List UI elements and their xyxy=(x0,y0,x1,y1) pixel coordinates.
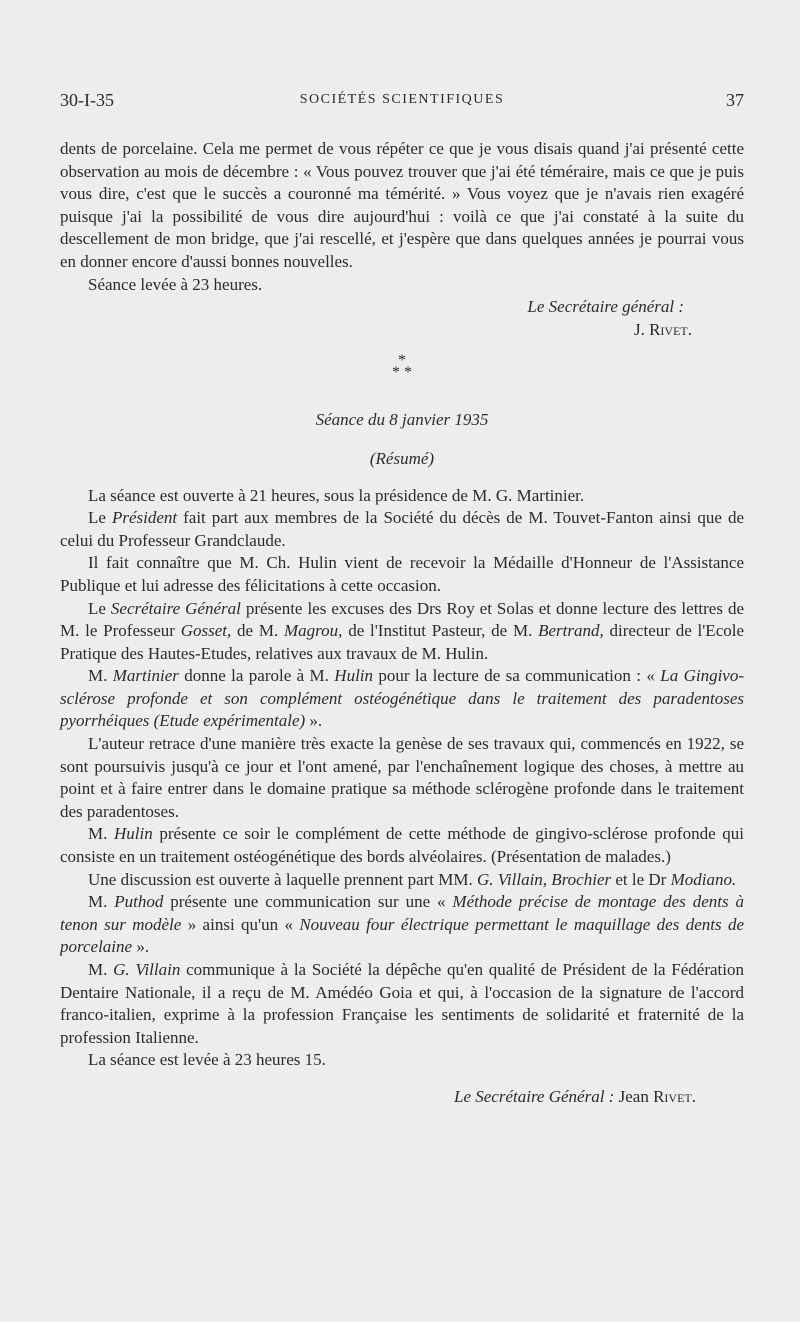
asterisk-bottom: * * xyxy=(392,364,412,382)
italic-run: Modiano. xyxy=(670,869,737,889)
session-subtitle: (Résumé) xyxy=(369,448,435,468)
text-run: de l'Institut Pasteur, de M. xyxy=(342,621,539,641)
paragraph-closing: La séance est levée à 23 heures 15. xyxy=(88,1050,326,1070)
paragraph-medal: Il fait connaître que M. Ch. Hulin vient de recevoir la Médaille d'Honneur de l'Assistance Publique et lui adresse des félicitations à cette occasion. xyxy=(60,553,744,595)
issue-date: 30-I-35 xyxy=(60,90,114,110)
text-run: M. xyxy=(88,824,114,844)
asterisk-top: * xyxy=(398,352,406,370)
paragraph-communication xyxy=(60,665,744,733)
text-run: Une discussion est ouverte à laquelle prennent part MM. xyxy=(88,869,478,889)
text-run: directeur de l'Ecole Pratique des Hautes-Etudes, relatives aux travaux de M. Hulin. xyxy=(60,621,745,663)
section-separator-asterisks xyxy=(60,352,744,382)
italic-run: Méthode précise de montage des dents à tenon sur modèle xyxy=(60,892,744,934)
text-run: ». xyxy=(305,711,323,731)
paragraph-secretary xyxy=(60,598,744,666)
italic-run: Bertrand, xyxy=(538,621,604,641)
text-run: et le Dr xyxy=(611,869,671,889)
text-run: fait part aux membres de la Société du décès de M. Touvet-Fanton ainsi que de celui du Professeur Grandclaude. xyxy=(60,508,744,550)
paragraph-discussion xyxy=(60,869,744,892)
text-run: » ainsi qu'un « xyxy=(181,914,300,934)
text-run: Le xyxy=(88,508,112,528)
running-title: SOCIÉTÉS SCIENTIFIQUES xyxy=(299,92,505,107)
signature-name xyxy=(60,319,744,342)
text-run: ». xyxy=(132,937,150,957)
paragraph-opening: La séance est ouverte à 21 heures, sous la présidence de M. G. Martinier. xyxy=(88,485,585,505)
session-title: Séance du 8 janvier 1935 xyxy=(315,410,489,430)
closing-signature xyxy=(60,1086,744,1109)
italic-run: Secrétaire Général xyxy=(110,598,241,618)
text-run: de M. xyxy=(231,621,285,641)
paragraph-puthod xyxy=(60,891,744,959)
signature-title: Le Secrétaire général : xyxy=(527,297,684,317)
italic-run: Martinier xyxy=(112,666,179,686)
page-number: 37 xyxy=(726,90,744,110)
continuation-paragraph: dents de porcelaine. Cela me permet de vous répéter ce que je vous disais quand j'ai présenté cette observation au mois de décembre : « Vous pouvez trouver que j'ai été téméraire, mais ce que je puis vous dire, c'est que le succès a couronné ma témérité. » Vous voyez que je n'avais rien exagéré puisque j'ai la possibilité de vous dire aujourd'hui : voilà ce que j'ai constaté à la suite du descellement de mon bridge, que j'ai rescellé, et j'espère que dans quelques années je pourrai vous en donner encore d'aussi bonnes nouvelles. xyxy=(60,139,744,271)
italic-run: G. Villain xyxy=(113,960,181,979)
text-run: présente une communication sur une « xyxy=(163,892,453,912)
italic-run: Hulin xyxy=(114,824,153,844)
text-run: donne la parole à M. xyxy=(178,666,335,686)
paragraph-president xyxy=(60,507,744,552)
text-run: Le xyxy=(88,598,111,618)
signature-surname: Rivet. xyxy=(649,319,692,339)
italic-run: Président xyxy=(111,508,178,528)
page-body xyxy=(60,138,744,1109)
italic-run: Magrou, xyxy=(284,621,343,641)
text-run: M. xyxy=(88,892,115,912)
italic-run: Gosset, xyxy=(180,621,232,641)
text-run: M. xyxy=(88,960,114,979)
signature-surname: Rivet. xyxy=(653,1086,696,1106)
paragraph-hulin xyxy=(60,823,744,868)
signature-first-name: Jean xyxy=(618,1086,654,1106)
paragraph-author: L'auteur retrace d'une manière très exacte la genèse de ses travaux qui, commencés en 1922, se sont poursuivis jusqu'à ce jour et l'ont amené, par l'enchaînement logique des choses, à mettre au point et à faire entrer dans le domaine pratique sa méthode sclérogène profonde dans le traitement des paradentoses. xyxy=(60,734,744,821)
text-run: pour la lecture de sa communication : « xyxy=(373,666,661,686)
text-run: présente les excuses des Drs Roy et Solas et donne lecture des lettres de M. le Professeur xyxy=(60,598,744,641)
paragraph-villain xyxy=(60,959,744,1049)
italic-run: Puthod xyxy=(114,892,164,912)
italic-run: Nouveau four électrique permettant le maquillage des dents de porcelaine xyxy=(60,914,744,957)
signature-initial: J. xyxy=(633,319,650,339)
text-run: présente ce soir le complément de cette méthode de gingivo-sclérose profonde qui consiste en un traitement ostéogénétique des bords alvéolaires. (Présentation de malades.) xyxy=(60,824,744,867)
text-run: communique à la Société la dépêche qu'en qualité de Président de la Fédération Dentaire Nationale, il a reçu de M. Amédéo Goia et qui, à l'occasion de la signature de l'accord franco-italien, exprime à la profession Française les sentiments de solidarité et fraternité de la profession Italienne. xyxy=(60,960,744,1047)
italic-run: Hulin xyxy=(334,666,374,686)
page-header xyxy=(60,90,744,118)
text-run: M. xyxy=(88,666,113,686)
signature-title: Le Secrétaire Général : xyxy=(454,1086,615,1106)
italic-run: La Gingivo-sclérose profonde et son complément ostéogénétique dans le traitement des paradentoses pyorrhéiques (Etude expérimentale) xyxy=(60,666,745,731)
meeting-closing-line: Séance levée à 23 heures. xyxy=(88,274,263,294)
italic-run: G. Villain, Brochier xyxy=(477,869,612,889)
